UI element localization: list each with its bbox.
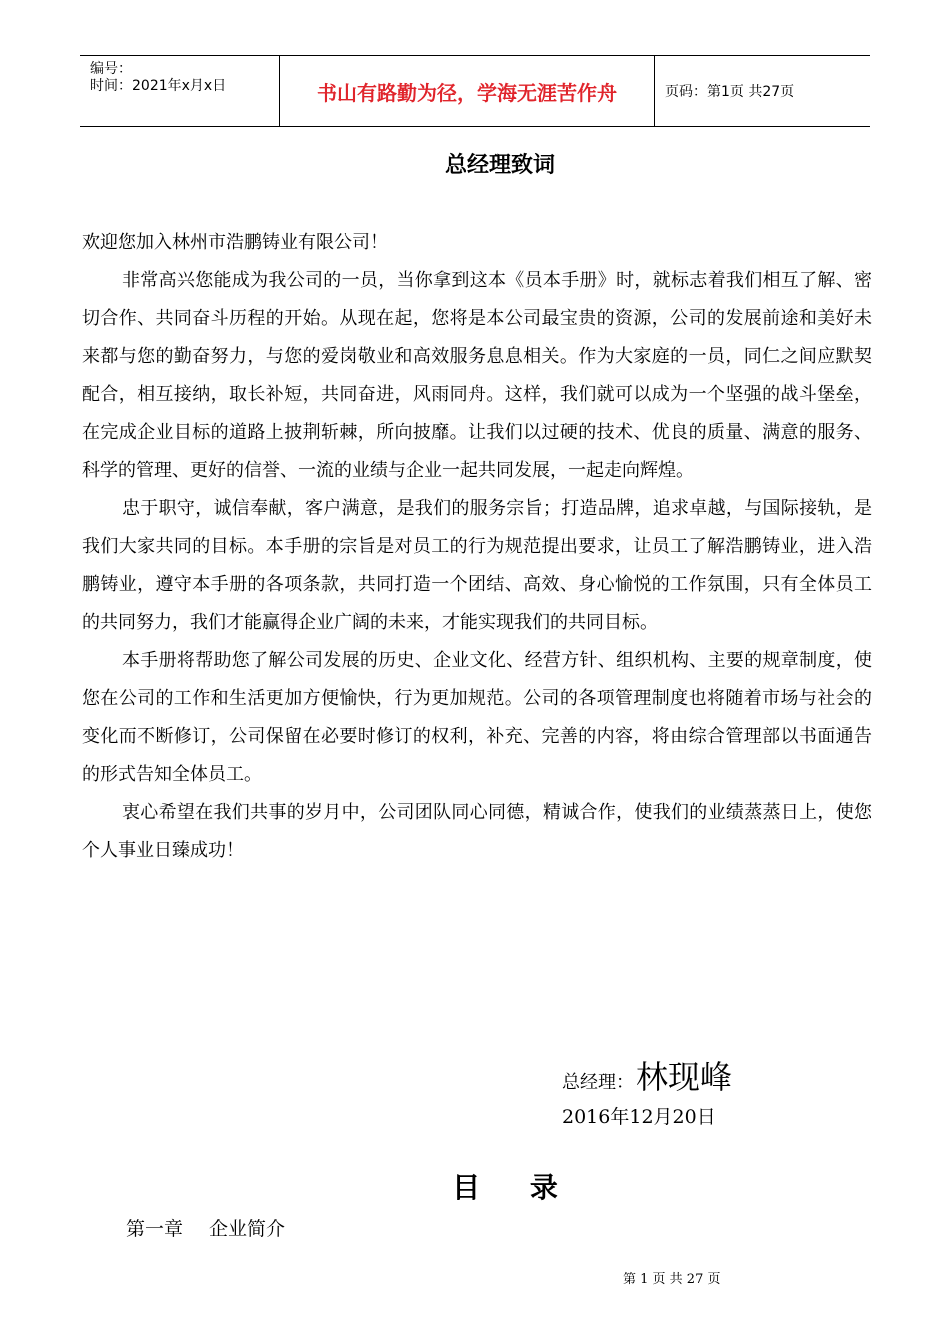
document-time-label: 时间：2021年x月x日 — [90, 78, 227, 94]
closing-paragraph: 衷心希望在我们共事的岁月中，公司团队同心同德，精诚合作，使我们的业绩蒸蒸日上，使您个人事业日臻成功！ — [82, 802, 872, 861]
header-meta — [80, 56, 280, 126]
body-paragraph: 非常高兴您能成为我公司的一员，当你拿到这本《员本手册》时，就标志着我们相互了解、密切合作、共同奋斗历程的开始。从现在起，您将是本公司最宝贵的资源，公司的发展前途和美好未来都与您的勤奋努力，与您的爱岗敬业和高效服务息息相关。作为大家庭的一员，同仁之间应默契配合，相互接纳，取长补短，共同奋进，风雨同舟。这样，我们就可以成为一个坚强的战斗堡垒，在完成企业目标的道路上披荆斩棘，所向披靡。让我们以过硬的技术、优良的质量、满意的服务、科学的管理、更好的信誉、一流的业绩与企业一起共同发展，一起走向辉煌。 — [82, 270, 872, 481]
signature-block — [562, 1052, 732, 1098]
signature-label: 总经理： — [562, 1072, 634, 1093]
document-number-label: 编号： — [90, 61, 132, 77]
toc-item[interactable]: 第一章 企业简介 — [126, 1218, 286, 1240]
header-motto: 书山有路勤为径，学海无涯苦作舟 — [280, 56, 655, 126]
body-paragraph: 忠于职守，诚信奉献，客户满意，是我们的服务宗旨；打造品牌，追求卓越，与国际接轨，是我们大家共同的目标。本手册的宗旨是对员工的行为规范提出要求，让员工了解浩鹏铸业，进入浩鹏铸业，遵守本手册的各项条款，共同打造一个团结、高效、身心愉悦的工作氛围，只有全体员工的共同努力，我们才能赢得企业广阔的未来，才能实现我们的共同目标。 — [82, 498, 872, 633]
signature-name: 林现峰 — [636, 1058, 733, 1096]
page-header — [80, 55, 870, 127]
page-footer: 第 1 页 共 27 页 — [623, 1272, 721, 1287]
page-title: 总经理致词 — [444, 153, 555, 178]
body-paragraph: 本手册将帮助您了解公司发展的历史、企业文化、经营方针、组织机构、主要的规章制度，使您在公司的工作和生活更加方便愉快，行为更加规范。公司的各项管理制度也将随着市场与社会的变化而不断修订，公司保留在必要时修订的权利，补充、完善的内容，将由综合管理部以书面通告的形式告知全体员工。 — [82, 650, 872, 785]
letter-body — [82, 224, 872, 870]
toc-title: 目 录 — [452, 1171, 558, 1204]
header-page-info: 页码：第1页 共27页 — [665, 84, 795, 100]
greeting-paragraph: 欢迎您加入林州市浩鹏铸业有限公司！ — [82, 232, 388, 253]
signature-date: 2016年12月20日 — [562, 1106, 716, 1128]
